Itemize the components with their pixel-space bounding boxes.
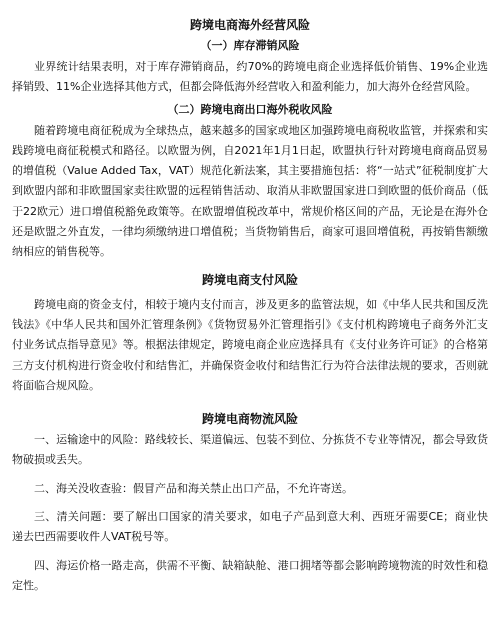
paragraph-logistics-4: 四、海运价格一路走高，供需不平衡、缺箱缺舱、港口拥堵等都会影响跨境物流的时效性和稳定性。 <box>12 558 488 592</box>
section-title: 跨境电商海外经营风险 <box>189 18 310 32</box>
paragraph-payment: 跨境电商的资金支付，相较于境内支付而言，涉及更多的监管法规，如《中华人民共和国反洗钱法》《中华人民共和国外汇管理条例》《货物贸易外汇管理指引》《支付机构跨境电子商务外汇支付业务试点指导意见》等。根据法律规定，跨境电商企业应选择具有《支付业务许可证》的合格第三方支付机构进行资金收付和结售汇，并确保资金收付和结售汇行为符合法律法规的要求，否则就将面临合规风险。 <box>12 297 488 392</box>
section-logistics-risk <box>4 410 496 596</box>
section-title: 跨境电商支付风险 <box>201 272 298 287</box>
section-overseas-operation-risk <box>4 6 496 263</box>
paragraph-logistics-3: 三、清关问题：要了解出口国家的清关要求，如电子产品到意大利、西班牙需要CE；商业快递去巴西需要收件人VAT税号等。 <box>12 510 488 544</box>
subsection-title-tax: （二）跨境电商出口海外税收风险 <box>167 102 333 116</box>
paragraph-inventory: 业界统计结果表明，对于库存滞销商品，约70%的跨境电商企业选择低价销售、19%企业选择销毁、11%企业选择其他方式，但都会降低海外经营收入和盈利能力，加大海外仓经营风险。 <box>12 60 488 94</box>
section-payment-risk <box>4 271 496 396</box>
paragraph-tax: 随着跨境电商征税成为全球热点，越来越多的国家或地区加强跨境电商税收监管，并探索和实践跨境电商征税模式和路径。以欧盟为例，自2021年1月1日起，欧盟执行针对跨境电商商品贸易的增值税（Value Added Tax，VAT）规范化新法案，其主要措施包括：将“一站式”征税制度扩大到欧盟内部和非欧盟国家卖往欧盟的远程销售活动、取消从非欧盟国家进口到欧盟的低价商品（低于22欧元）进口增值税豁免政策等。在欧盟增值税改革中，常规价格区间的产品，无论是在海外仓还是欧盟之外直发，一律均须缴纳进口增值税；当货物销售后，商家可退回增值税，再按销售额缴纳相应的销售税等。 <box>12 123 488 259</box>
document-page <box>4 6 496 610</box>
paragraph-logistics-1: 一、运输途中的风险：路线较长、渠道偏远、包装不到位、分拣货不专业等情况，都会导致货物破损或丢失。 <box>12 433 488 467</box>
paragraph-logistics-2: 二、海关没收查验：假冒产品和海关禁止出口产品，不允许寄送。 <box>34 481 353 495</box>
subsection-title-inventory: （一）库存滞销风险 <box>200 39 300 52</box>
section-title: 跨境电商物流风险 <box>201 412 298 427</box>
